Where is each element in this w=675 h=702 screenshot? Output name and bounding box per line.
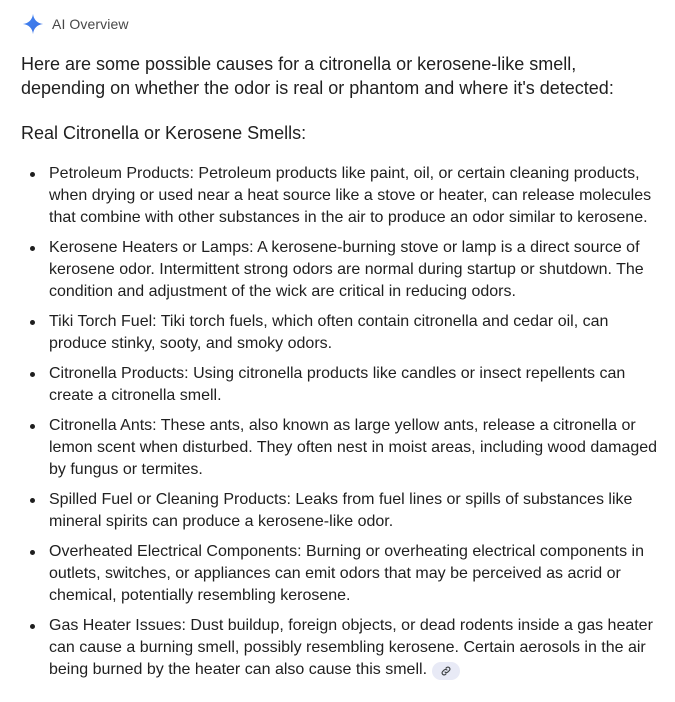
intro-text: Here are some possible causes for a citronella or kerosene-like smell, depending on whether the odor is real or phantom and where it's detected: [21, 54, 614, 98]
sparkle-icon [22, 13, 44, 35]
list-item-text: Citronella Ants: These ants, also known as large yellow ants, release a citronella or lemon scent when disturbed. They often nest in moist areas, including wood damaged by fungus or termites. [49, 417, 658, 478]
list-item [21, 311, 661, 355]
list-item-text: Petroleum Products: Petroleum products like paint, oil, or certain cleaning products, when drying or used near a heat source like a stove or heater, can release molecules that combine with other substances in the air to produce an odor similar to kerosene. [49, 165, 652, 226]
list-item-text: Spilled Fuel or Cleaning Products: Leaks from fuel lines or spills of substances like mineral spirits can produce a kerosene-like odor. [49, 491, 633, 530]
list-item-text: Kerosene Heaters or Lamps: A kerosene-burning stove or lamp is a direct source of kerosene odor. Intermittent strong odors are normal during startup or shutdown. The condition and adjustment of the wick are critical in reducing odors. [49, 239, 644, 300]
list-item [21, 415, 661, 481]
list-item [21, 615, 661, 681]
link-icon [440, 665, 452, 677]
list-item-text: Citronella Products: Using citronella products like candles or insect repellents can create a citronella smell. [49, 365, 626, 404]
causes-list [21, 163, 661, 689]
list-item-text: Overheated Electrical Components: Burning or overheating electrical components in outlets, switches, or appliances can emit odors that may be perceived as acrid or chemical, potentially resembling kerosene. [49, 543, 644, 604]
list-item [21, 163, 661, 229]
list-item-text: Gas Heater Issues: Dust buildup, foreign objects, or dead rodents inside a gas heater can cause a burning smell, possibly resembling kerosene. Certain aerosols in the air being burned by the heater can also cause this smell. [49, 617, 653, 678]
list-item [21, 541, 661, 607]
list-item [21, 489, 661, 533]
section-heading: Real Citronella or Kerosene Smells: [21, 123, 307, 143]
ai-overview-label: AI Overview [52, 16, 129, 32]
ai-overview-header [22, 12, 129, 36]
source-link-button[interactable] [432, 662, 460, 680]
list-item [21, 237, 661, 303]
list-item [21, 363, 661, 407]
list-item-text: Tiki Torch Fuel: Tiki torch fuels, which often contain citronella and cedar oil, can produce stinky, sooty, and smoky odors. [49, 313, 609, 352]
